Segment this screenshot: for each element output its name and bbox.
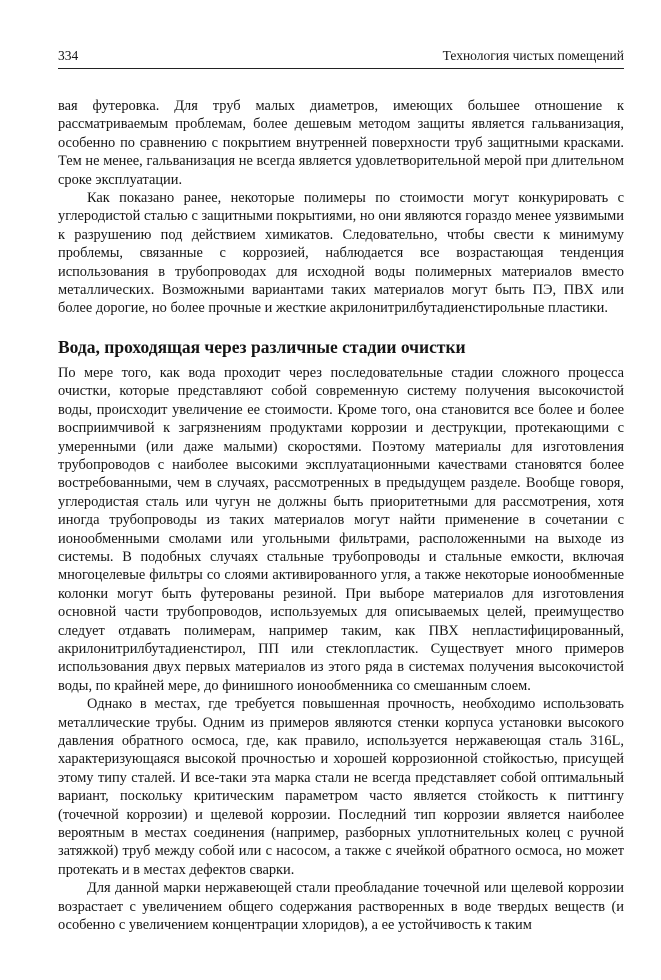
header-rule bbox=[58, 68, 624, 69]
page-number: 334 bbox=[58, 48, 79, 63]
running-title: Технология чистых помещений bbox=[442, 48, 624, 63]
paragraph-continued: вая футеровка. Для труб малых диаметров, имеющих большее отношение к рассматриваемым проблемам, более дешевым методом защиты является гальванизация, особенно по сравнению с покрытием внутренней поверхности труб защитными красками. Тем не менее, гальванизация не всегда является удовлетворительной мерой при длительном сроке эксплуатации. bbox=[58, 98, 624, 188]
body-text bbox=[58, 97, 624, 934]
paragraph: По мере того, как вода проходит через последовательные стадии сложного процесса очистки, которые представляют собой современную систему получения высокочистой воды, происходит увеличение ее стоимости. Кроме того, она становится все более и более восприимчивой к загрязнениям продуктами коррозии и деструкции, протекающими с умеренными (или даже малыми) скоростями. Поэтому материалы для изготовления трубопроводов с наиболее высокими эксплуатационными качествами становятся более востребованными, чем в случаях, рассмотренных в предыдущем разделе. Вообще говоря, углеродистая сталь или чугун не должны быть приоритетными для рассмотрения, хотя иногда трубопроводы из таких материалов могут найти применение в сочетании с ионообменными смолами или угольными фильтрами, расположенными на выходе из системы. В подобных случаях стальные трубопроводы и стальные емкости, включая многоцелевые фильтры со слоями активированного угля, а также некоторые ионообменные колонки могут быть футерованы резиной. При выборе материалов для изготовления основной части трубопроводов, используемых для описываемых целей, преимущество следует отдавать полимерам, например таким, как ПВХ непластифицированный, акрилонитрилбутадиенстирол, ПП или стеклопластик. Существует много примеров использования двух первых материалов из этого ряда в системах получения высокочистой воды, по крайней мере, до финишного ионообменника со смешанным слоем. bbox=[58, 364, 624, 694]
section-heading: Вода, проходящая через различные стадии очистки bbox=[58, 336, 466, 357]
paragraph: Как показано ранее, некоторые полимеры по стоимости могут конкурировать с углеродистой сталью с защитными покрытиями, но они являются гораздо менее уязвимыми к разрушению под действием химикатов. Следовательно, чтобы свести к минимуму проблемы, связанные с коррозией, наблюдается все возрастающая тенденция использования в трубопроводах для исходной воды полимерных материалов вместо металлических. Возможными вариантами таких материалов могут быть ПЭ, ПВХ или более дорогие, но более прочные и жесткие акрилонитрилбутадиенстирольные пластики. bbox=[58, 190, 624, 317]
running-head bbox=[58, 46, 624, 66]
paragraph: Однако в местах, где требуется повышенная прочность, необходимо использовать металлические трубы. Одним из примеров являются стенки корпуса установки высокого давления обратного осмоса, где, как правило, используется нержавеющая сталь 316L, характеризующаяся высокой прочностью и хорошей коррозионной стойкостью, присущей этому типу сталей. И все-таки эта марка стали не всегда представляет собой оптимальный вариант, поскольку критическим параметром часто является стойкость к питтингу (точечной коррозии) и щелевой коррозии. Последний тип коррозии является наиболее вероятным в местах соединения (например, разборных уплотнительных колец с ручной затяжкой) труб между собой или с насосом, а также с ячейкой обратного осмоса, но может протекать и в местах дефектов сварки. bbox=[58, 696, 624, 878]
paragraph: Для данной марки нержавеющей стали преобладание точечной или щелевой коррозии возрастает с увеличением общего содержания растворенных в воде твердых веществ (и особенно с увеличением концентрации хлоридов), а ее устойчивость к таким bbox=[58, 880, 624, 934]
